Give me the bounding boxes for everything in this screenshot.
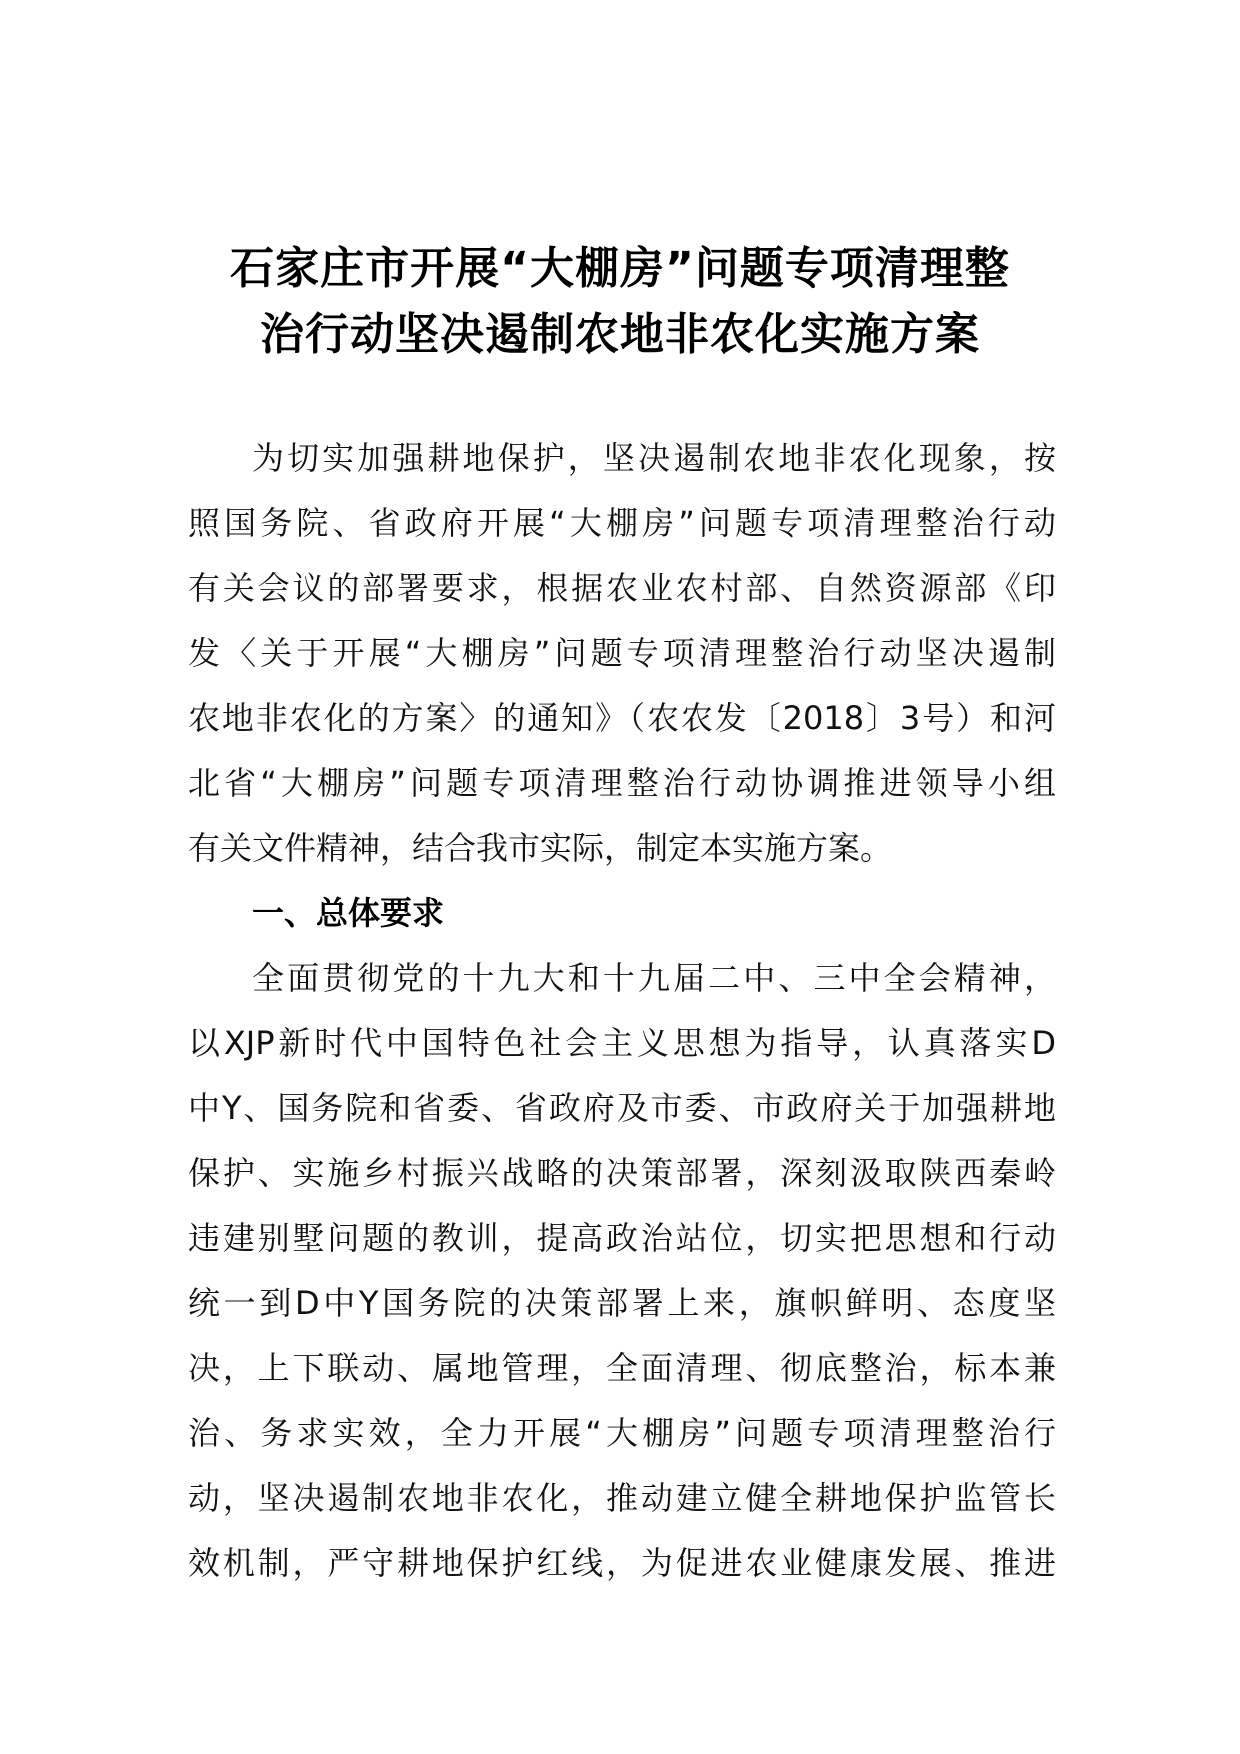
paragraph-line: 违建别墅问题的教训，提高政治站位，切实把思想和行动: [188, 1219, 1056, 1257]
intro-paragraph: [188, 426, 1056, 881]
title-line-2: 治行动坚决遏制农地非农化实施方案: [260, 309, 980, 360]
intro-line: 北省“大棚房”问题专项清理整治行动协调推进领导小组: [188, 764, 1056, 802]
title-line-1: 石家庄市开展“大棚房”问题专项清理整: [230, 243, 1010, 294]
paragraph-line: 全面贯彻党的十九大和十九届二中、三中全会精神，: [252, 959, 1056, 997]
section-heading: 一、总体要求: [252, 894, 445, 932]
paragraph-line: 以XJP新时代中国特色社会主义思想为指导，认真落实D: [188, 1024, 1056, 1062]
intro-line: 农地非农化的方案〉的通知》（农农发〔2018〕3号）和河: [188, 699, 1056, 737]
intro-line: 照国务院、省政府开展“大棚房”问题专项清理整治行动: [188, 504, 1056, 542]
paragraph-line: 动，坚决遏制农地非农化，推动建立健全耕地保护监管长: [188, 1479, 1056, 1517]
intro-line: 为切实加强耕地保护，坚决遏制农地非农化现象，按: [252, 439, 1056, 477]
intro-line: 有关会议的部署要求，根据农业农村部、自然资源部《印: [188, 569, 1056, 607]
paragraph-line: 治、务求实效，全力开展“大棚房”问题专项清理整治行: [188, 1414, 1056, 1452]
paragraph-line: 决，上下联动、属地管理，全面清理、彻底整治，标本兼: [188, 1349, 1056, 1387]
paragraph-line: 保护、实施乡村振兴战略的决策部署，深刻汲取陕西秦岭: [188, 1154, 1056, 1192]
section-paragraph: [188, 946, 1056, 1596]
paragraph-line: 效机制，严守耕地保护红线，为促进农业健康发展、推进: [188, 1544, 1056, 1582]
paragraph-line: 统一到D中Y国务院的决策部署上来，旗帜鲜明、态度坚: [188, 1284, 1056, 1322]
document-body: [188, 426, 1056, 1596]
paragraph-line: 中Y、国务院和省委、省政府及市委、市政府关于加强耕地: [188, 1089, 1056, 1127]
intro-line: 发〈关于开展“大棚房”问题专项清理整治行动坚决遏制: [188, 634, 1056, 672]
intro-line: 有关文件精神，结合我市实际，制定本实施方案。: [188, 829, 893, 867]
document-title: [0, 236, 1240, 368]
